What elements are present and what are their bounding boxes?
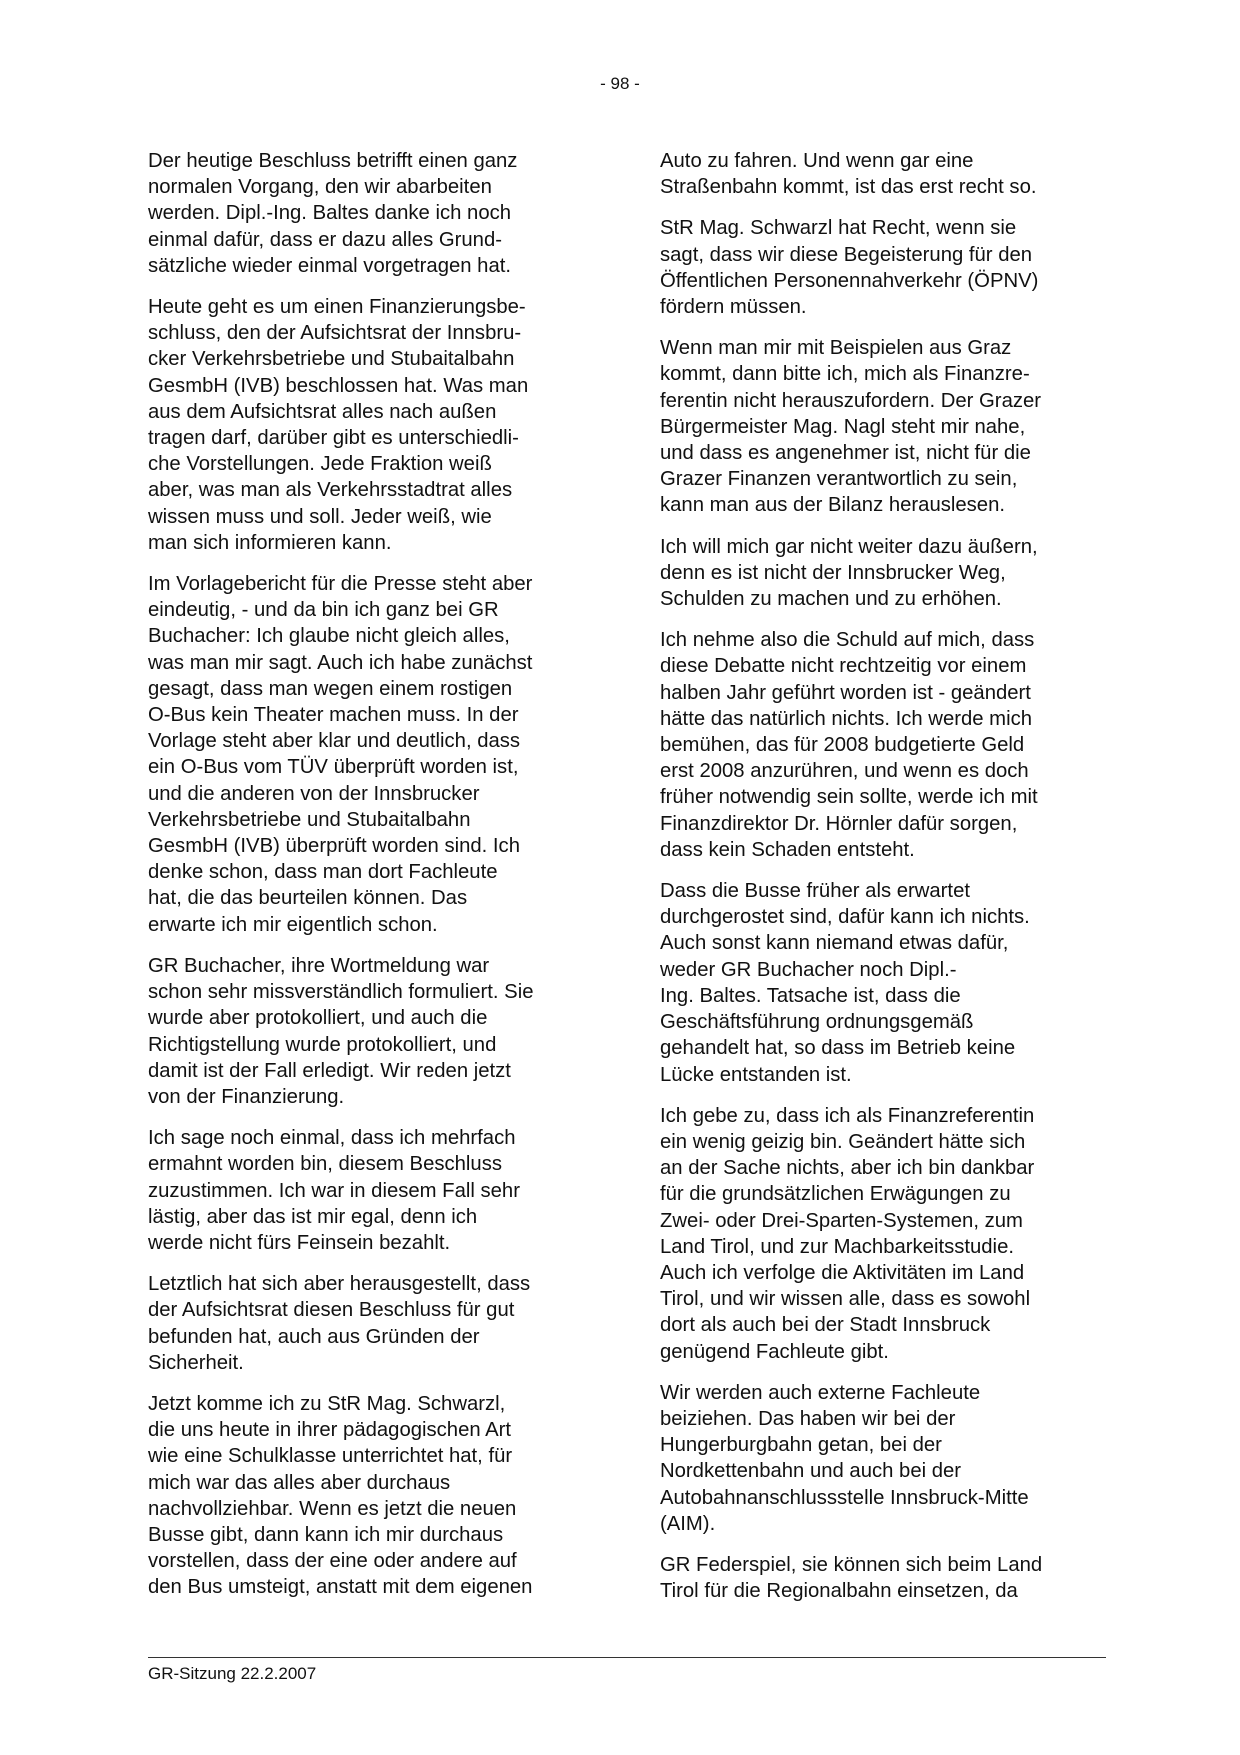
footer-session-date: GR-Sitzung 22.2.2007 bbox=[148, 1664, 317, 1683]
paragraph: Ich nehme also die Schuld auf mich, dass diese Debatte nicht rechtzeitig vor einem halben Jahr geführt worden ist - geändert hätte das natürlich nichts. Ich werde mich bemühen, das für 2008 budgetierte Geld erst 2008 anzurühren, und wenn es doch früher notwendig sein sollte, werde ich mit Finanzdirektor Dr. Hörnler dafür sorgen, dass kein Schaden entsteht. bbox=[660, 629, 1038, 861]
page-number: - 98 - bbox=[600, 74, 640, 93]
paragraph: Ich sage noch einmal, dass ich mehrfach ermahnt worden bin, diesem Beschluss zuzustimmen. Ich war in diesem Fall sehr lästig, aber das ist mir egal, denn ich werde nicht fürs Feinsein bezahlt. bbox=[148, 1127, 520, 1254]
paragraph: Der heutige Beschluss betrifft einen ganz normalen Vorgang, den wir abarbeiten werden. Dipl.-Ing. Baltes danke ich noch einmal dafür, dass er dazu alles Grund- sätzliche wieder einmal vorgetragen hat. bbox=[148, 150, 518, 277]
paragraph: Jetzt komme ich zu StR Mag. Schwarzl, die uns heute in ihrer pädagogischen Art wie eine Schulklasse unterrichtet hat, für mich war das alles aber durchaus nachvollziehbar. Wenn es jetzt die neuen Busse gibt, dann kann ich mir durchaus vorstellen, dass der eine oder andere auf den Bus umsteigt, anstatt mit dem eigenen bbox=[148, 1392, 533, 1599]
paragraph: Heute geht es um einen Finanzierungsbe- schluss, den der Aufsichtsrat der Innsbru- cker Verkehrsbetriebe und Stubaitalbahn GesmbH (IVB) beschlossen hat. Was man aus dem Aufsichtsrat alles nach außen tragen darf, darüber gibt es unterschiedli- che Vorstellungen. Jede Fraktion weiß aber, was man als Verkehrsstadtrat alles wissen muss und soll. Jeder weiß, wie man sich informieren kann. bbox=[148, 296, 529, 554]
paragraph: Dass die Busse früher als erwartet durchgerostet sind, dafür kann ich nichts. Auch sonst kann niemand etwas dafür, weder GR Buchacher noch Dipl.- Ing. Baltes. Tatsache ist, dass die Geschäftsführung ordnungsgemäß gehandelt hat, so dass im Betrieb keine Lücke entstanden ist. bbox=[660, 880, 1030, 1086]
paragraph: Ich will mich gar nicht weiter dazu äußern, denn es ist nicht der Innsbrucker Weg, Schulden zu machen und zu erhöhen. bbox=[660, 535, 1038, 611]
left-column bbox=[148, 148, 588, 1616]
paragraph: Letztlich hat sich aber herausgestellt, dass der Aufsichtsrat diesen Beschluss für gut befunden hat, auch aus Gründen der Sicherheit. bbox=[148, 1273, 531, 1374]
footer-divider bbox=[148, 1657, 1106, 1658]
paragraph: Auto zu fahren. Und wenn gar eine Straßenbahn kommt, ist das erst recht so. bbox=[660, 150, 1037, 199]
paragraph: GR Federspiel, sie können sich beim Land Tirol für die Regionalbahn einsetzen, da bbox=[660, 1553, 1043, 1603]
paragraph: StR Mag. Schwarzl hat Recht, wenn sie sagt, dass wir diese Begeisterung für den Öffentlichen Personennahverkehr (ÖPNV) fördern müssen. bbox=[660, 217, 1039, 319]
paragraph: GR Buchacher, ihre Wortmeldung war schon sehr missverständlich formuliert. Sie wurde aber protokolliert, und auch die Richtigstellung wurde protokolliert, und damit ist der Fall erledigt. Wir reden jetzt von der Finanzierung. bbox=[148, 954, 534, 1108]
paragraph: Ich gebe zu, dass ich als Finanzreferentin ein wenig geizig bin. Geändert hätte sich an der Sache nichts, aber ich bin dankbar für die grundsätzlichen Erwägungen zu Zwei- oder Drei-Sparten-Systemen, zum Land Tirol, und zur Machbarkeitsstudie. Auch ich verfolge die Aktivitäten im Land Tirol, und wir wissen alle, dass es sowohl dort als auch bei der Stadt Innsbruck genügend Fachleute gibt. bbox=[660, 1104, 1035, 1363]
right-column bbox=[660, 148, 1100, 1619]
paragraph: Im Vorlagebericht für die Presse steht aber eindeutig, - und da bin ich ganz bei GR Buchacher: Ich glaube nicht gleich alles, was man mir sagt. Auch ich habe zunächst gesagt, dass man wegen einem rostigen O-Bus kein Theater machen muss. In der Vorlage steht aber klar und deutlich, dass ein O-Bus vom TÜV überprüft worden ist, und die anderen von der Innsbrucker Verkehrsbetriebe und Stubaitalbahn GesmbH (IVB) überprüft worden sind. Ich denke schon, dass man dort Fachleute hat, die das beurteilen können. Das erwarte ich mir eigentlich schon. bbox=[148, 573, 533, 936]
paragraph: Wenn man mir mit Beispielen aus Graz kommt, dann bitte ich, mich als Finanzre- ferentin nicht herauszufordern. Der Grazer Bürgermeister Mag. Nagl steht mir nahe, und dass es angenehmer ist, nicht für die Grazer Finanzen verantwortlich zu sein, kann man aus der Bilanz herauslesen. bbox=[660, 337, 1042, 517]
paragraph: Wir werden auch externe Fachleute beiziehen. Das haben wir bei der Hungerburgbahn getan, bei der Nordkettenbahn und auch bei der Autobahnanschlussstelle Innsbruck-Mitte (AIM). bbox=[660, 1381, 1029, 1535]
